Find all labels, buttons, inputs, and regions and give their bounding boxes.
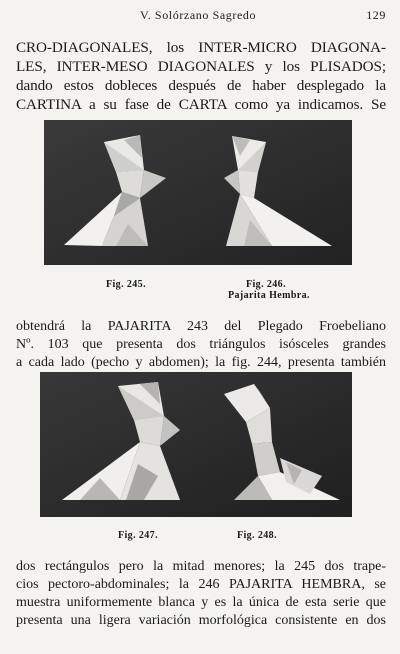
paragraph-2-line: a cada lado (pecho y abdomen); la fig. 244, presenta también [16,355,386,370]
photo-figures-245-246 [44,120,352,265]
paragraph-3-line: dos rectángulos pero la mitad menores; la 245 dos trape- [16,559,386,574]
paragraph-1-line: CARTINA a su fase de CARTA como ya indicamos. Se [16,96,386,113]
running-head [16,8,386,24]
paragraph-1-line: dando estos dobleces después de haber desplegado la [16,77,386,94]
figure-248-label: Fig. 248. [237,530,277,541]
paragraph-3 [16,558,386,630]
paragraph-1-line: CRO-DIAGONALES, los INTER-MICRO DIAGONA- [16,39,386,56]
figure-245-label: Fig. 245. [106,279,146,290]
paragraph-2-line: Nº. 103 que presenta dos triángulos isósceles grandes [16,337,386,352]
paragraph-1 [16,38,386,114]
origami-photo-top [44,120,352,265]
paragraph-3-line: muestra uniformemente blanca y es la única de esta serie que [16,595,386,610]
paragraph-3-line: presenta una ligera variación morfológica consistente en dos [16,613,386,628]
running-head-title: V. Solórzano Sagredo [140,8,257,22]
photo-figures-247-248 [40,372,352,517]
page-number: 129 [366,8,386,22]
paragraph-1-line: LES, INTER-MESO DIAGONALES y los PLISADOS; [16,58,386,75]
figure-246-caption: Pajarita Hembra. [228,290,310,301]
paragraph-2-line: obtendrá la PAJARITA 243 del Plegado Froebeliano [16,319,386,334]
origami-photo-bottom [40,372,352,517]
figure-246-label: Fig. 246. [246,279,286,290]
paragraph-2 [16,318,386,372]
paragraph-3-line: cios pectoro-abdominales; la 246 PAJARITA HEMBRA, se [16,577,386,592]
figure-247-label: Fig. 247. [118,530,158,541]
